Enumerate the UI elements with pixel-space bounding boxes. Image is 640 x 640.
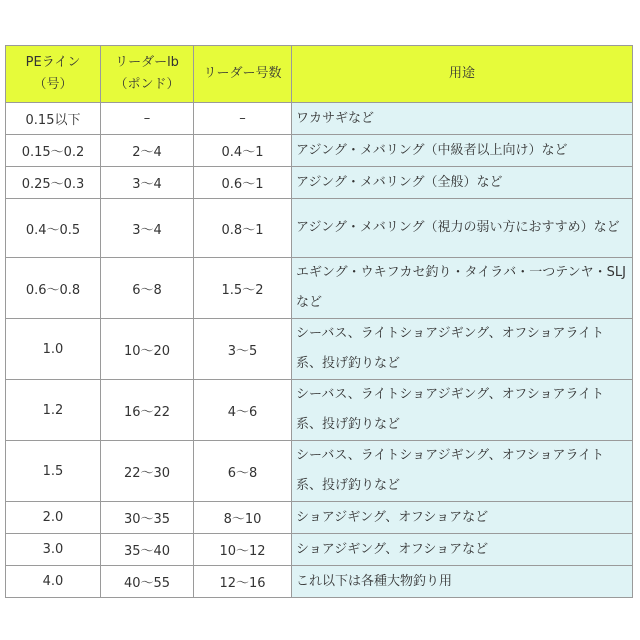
- cell-leader-number: 8〜10: [194, 502, 292, 534]
- cell-pe-line: 0.6〜0.8: [6, 258, 101, 319]
- cell-pe-line: 0.15〜0.2: [6, 135, 101, 167]
- cell-leader-number: –: [194, 103, 292, 135]
- header-pe-line: PEライン （号）: [6, 46, 101, 103]
- header-usage: 用途: [292, 46, 633, 103]
- cell-pe-line: 1.0: [6, 319, 101, 380]
- cell-usage: ワカサギなど: [292, 103, 633, 135]
- table-row: [6, 199, 633, 258]
- header-leader-lb: リーダーlb （ポンド）: [101, 46, 194, 103]
- cell-leader-lb: 30〜35: [101, 502, 194, 534]
- cell-leader-lb: 22〜30: [101, 441, 194, 502]
- table-header-row: [6, 46, 633, 103]
- cell-usage: シーバス、ライトショアジギング、オフショアライト系、投げ釣りなど: [292, 319, 633, 380]
- cell-usage: アジング・メバリング（視力の弱い方におすすめ）など: [292, 199, 633, 258]
- cell-leader-lb: 35〜40: [101, 534, 194, 566]
- cell-pe-line: 4.0: [6, 566, 101, 598]
- cell-leader-lb: –: [101, 103, 194, 135]
- cell-leader-number: 0.4〜1: [194, 135, 292, 167]
- cell-pe-line: 0.4〜0.5: [6, 199, 101, 258]
- cell-usage: アジング・メバリング（中級者以上向け）など: [292, 135, 633, 167]
- cell-usage: ショアジギング、オフショアなど: [292, 534, 633, 566]
- cell-leader-lb: 3〜4: [101, 199, 194, 258]
- header-leader-number: リーダー号数: [194, 46, 292, 103]
- cell-pe-line: 1.5: [6, 441, 101, 502]
- cell-leader-number: 12〜16: [194, 566, 292, 598]
- cell-pe-line: 2.0: [6, 502, 101, 534]
- table-row: [6, 566, 633, 598]
- cell-pe-line: 1.2: [6, 380, 101, 441]
- table-row: [6, 167, 633, 199]
- cell-leader-number: 10〜12: [194, 534, 292, 566]
- cell-usage: これ以下は各種大物釣り用: [292, 566, 633, 598]
- cell-pe-line: 3.0: [6, 534, 101, 566]
- cell-pe-line: 0.25〜0.3: [6, 167, 101, 199]
- table-row: [6, 319, 633, 380]
- table-row: [6, 534, 633, 566]
- cell-usage: シーバス、ライトショアジギング、オフショアライト系、投げ釣りなど: [292, 441, 633, 502]
- cell-leader-number: 0.6〜1: [194, 167, 292, 199]
- cell-leader-lb: 10〜20: [101, 319, 194, 380]
- cell-usage: ショアジギング、オフショアなど: [292, 502, 633, 534]
- cell-usage: エギング・ウキフカセ釣り・タイラバ・一つテンヤ・SLJなど: [292, 258, 633, 319]
- cell-leader-number: 6〜8: [194, 441, 292, 502]
- cell-leader-lb: 6〜8: [101, 258, 194, 319]
- cell-usage: アジング・メバリング（全般）など: [292, 167, 633, 199]
- cell-leader-lb: 16〜22: [101, 380, 194, 441]
- cell-leader-number: 1.5〜2: [194, 258, 292, 319]
- table-row: [6, 380, 633, 441]
- table-row: [6, 103, 633, 135]
- cell-leader-lb: 3〜4: [101, 167, 194, 199]
- table-row: [6, 258, 633, 319]
- cell-usage: シーバス、ライトショアジギング、オフショアライト系、投げ釣りなど: [292, 380, 633, 441]
- cell-leader-number: 3〜5: [194, 319, 292, 380]
- cell-leader-number: 0.8〜1: [194, 199, 292, 258]
- table-row: [6, 502, 633, 534]
- table-row: [6, 135, 633, 167]
- cell-leader-lb: 40〜55: [101, 566, 194, 598]
- pe-line-leader-table: [5, 45, 633, 598]
- table-row: [6, 441, 633, 502]
- cell-leader-number: 4〜6: [194, 380, 292, 441]
- line-chart-container: [5, 45, 632, 598]
- cell-leader-lb: 2〜4: [101, 135, 194, 167]
- cell-pe-line: 0.15以下: [6, 103, 101, 135]
